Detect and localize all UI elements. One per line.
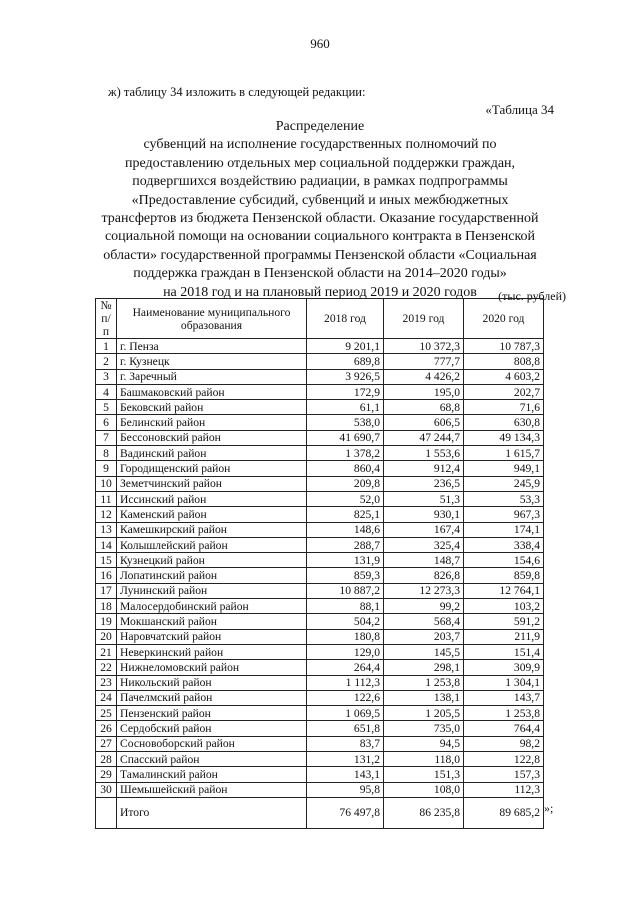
row-number: 1	[96, 339, 117, 354]
table-reference: «Таблица 34	[485, 102, 554, 117]
total-2018: 76 497,8	[307, 797, 384, 828]
table-row	[96, 476, 544, 491]
table-row	[96, 384, 544, 399]
row-number: 18	[96, 599, 117, 614]
municipality-name: Малосердобинский район	[117, 599, 307, 614]
municipality-name: Иссинский район	[117, 491, 307, 506]
value-2018: 504,2	[307, 614, 384, 629]
row-number: 25	[96, 706, 117, 721]
row-number: 11	[96, 491, 117, 506]
value-2019: 203,7	[384, 629, 464, 644]
value-2018: 148,6	[307, 522, 384, 537]
municipality-name: Сосновоборский район	[117, 736, 307, 751]
value-2018: 41 690,7	[307, 430, 384, 445]
table-row	[96, 522, 544, 537]
municipality-name: Мокшанский район	[117, 614, 307, 629]
value-2019: 826,8	[384, 568, 464, 583]
municipality-name: г. Пенза	[117, 339, 307, 354]
municipality-name: Спасский район	[117, 752, 307, 767]
closing-mark: »;	[544, 801, 554, 815]
value-2018: 1 069,5	[307, 706, 384, 721]
value-2019: 735,0	[384, 721, 464, 736]
table-row	[96, 614, 544, 629]
municipality-name: Городищенский район	[117, 461, 307, 476]
row-number: 5	[96, 400, 117, 415]
table-row	[96, 583, 544, 598]
municipality-name: Лунинский район	[117, 583, 307, 598]
header-number: № п/п	[96, 299, 117, 339]
table-row	[96, 507, 544, 522]
header-2020: 2020 год	[464, 299, 544, 339]
table-row	[96, 461, 544, 476]
row-number: 12	[96, 507, 117, 522]
value-2018: 122,6	[307, 690, 384, 705]
value-2018: 3 926,5	[307, 369, 384, 384]
value-2018: 860,4	[307, 461, 384, 476]
row-number: 13	[96, 522, 117, 537]
value-2018: 689,8	[307, 354, 384, 369]
row-number: 4	[96, 384, 117, 399]
value-2018: 83,7	[307, 736, 384, 751]
total-number	[96, 797, 117, 828]
value-2019: 138,1	[384, 690, 464, 705]
value-2019: 195,0	[384, 384, 464, 399]
value-2018: 859,3	[307, 568, 384, 583]
value-2020: 591,2	[464, 614, 544, 629]
municipality-name: г. Заречный	[117, 369, 307, 384]
value-2018: 61,1	[307, 400, 384, 415]
municipality-name: Пензенский район	[117, 706, 307, 721]
title-line: на 2018 год и на плановый период 2019 и 2020 годов	[163, 284, 477, 300]
value-2019: 912,4	[384, 461, 464, 476]
table-row	[96, 491, 544, 506]
table-row	[96, 369, 544, 384]
title-line: «Предоставление субсидий, субвенций и иных межбюджетных	[131, 192, 509, 208]
value-2018: 143,1	[307, 767, 384, 782]
value-2020: 98,2	[464, 736, 544, 751]
value-2018: 651,8	[307, 721, 384, 736]
value-2020: 10 787,3	[464, 339, 544, 354]
value-2020: 808,8	[464, 354, 544, 369]
row-number: 22	[96, 660, 117, 675]
value-2020: 630,8	[464, 415, 544, 430]
row-number: 16	[96, 568, 117, 583]
value-2020: 53,3	[464, 491, 544, 506]
table-row	[96, 736, 544, 751]
value-2020: 71,6	[464, 400, 544, 415]
value-2018: 131,9	[307, 553, 384, 568]
value-2019: 68,8	[384, 400, 464, 415]
municipality-name: г. Кузнецк	[117, 354, 307, 369]
value-2019: 108,0	[384, 782, 464, 797]
total-label: Итого	[117, 797, 307, 828]
row-number: 17	[96, 583, 117, 598]
total-row	[96, 797, 544, 828]
table-row	[96, 415, 544, 430]
value-2020: 12 764,1	[464, 583, 544, 598]
row-number: 9	[96, 461, 117, 476]
header-2019: 2019 год	[384, 299, 464, 339]
table-row	[96, 568, 544, 583]
value-2019: 12 273,3	[384, 583, 464, 598]
value-2018: 1 112,3	[307, 675, 384, 690]
title-line: субвенций на исполнение государственных полномочий по	[143, 137, 497, 153]
municipality-name: Неверкинский район	[117, 644, 307, 659]
value-2020: 1 615,7	[464, 446, 544, 461]
value-2020: 157,3	[464, 767, 544, 782]
municipality-name: Лопатинский район	[117, 568, 307, 583]
value-2018: 538,0	[307, 415, 384, 430]
value-2019: 145,5	[384, 644, 464, 659]
table-row	[96, 706, 544, 721]
value-2019: 568,4	[384, 614, 464, 629]
table-header-row	[96, 299, 544, 339]
value-2020: 1 304,1	[464, 675, 544, 690]
value-2019: 236,5	[384, 476, 464, 491]
row-number: 14	[96, 537, 117, 552]
value-2019: 930,1	[384, 507, 464, 522]
value-2020: 151,4	[464, 644, 544, 659]
municipality-name: Каменский район	[117, 507, 307, 522]
municipality-name: Земетчинский район	[117, 476, 307, 491]
row-number: 8	[96, 446, 117, 461]
table-row	[96, 644, 544, 659]
row-number: 28	[96, 752, 117, 767]
value-2018: 52,0	[307, 491, 384, 506]
value-2019: 777,7	[384, 354, 464, 369]
document-title	[66, 118, 574, 302]
value-2019: 4 426,2	[384, 369, 464, 384]
value-2018: 95,8	[307, 782, 384, 797]
row-number: 30	[96, 782, 117, 797]
table-row	[96, 537, 544, 552]
row-number: 29	[96, 767, 117, 782]
table-row	[96, 553, 544, 568]
value-2020: 122,8	[464, 752, 544, 767]
value-2020: 211,9	[464, 629, 544, 644]
value-2019: 94,5	[384, 736, 464, 751]
value-2018: 180,8	[307, 629, 384, 644]
municipality-name: Вадинский район	[117, 446, 307, 461]
value-2019: 1 553,6	[384, 446, 464, 461]
value-2018: 264,4	[307, 660, 384, 675]
value-2018: 825,1	[307, 507, 384, 522]
table-row	[96, 400, 544, 415]
intro-line: ж) таблицу 34 изложить в следующей редакции:	[108, 85, 366, 99]
value-2020: 967,3	[464, 507, 544, 522]
table-row	[96, 767, 544, 782]
value-2020: 764,4	[464, 721, 544, 736]
value-2019: 10 372,3	[384, 339, 464, 354]
municipality-name: Нижнеломовский район	[117, 660, 307, 675]
value-2018: 131,2	[307, 752, 384, 767]
municipality-name: Бековский район	[117, 400, 307, 415]
value-2020: 245,9	[464, 476, 544, 491]
title-line: предоставлению отдельных мер социальной поддержки граждан,	[124, 155, 516, 171]
row-number: 21	[96, 644, 117, 659]
table-row	[96, 660, 544, 675]
value-2019: 1 253,8	[384, 675, 464, 690]
value-2020: 103,2	[464, 599, 544, 614]
municipality-name: Наровчатский район	[117, 629, 307, 644]
total-2019: 86 235,8	[384, 797, 464, 828]
table-row	[96, 430, 544, 445]
value-2019: 167,4	[384, 522, 464, 537]
value-2020: 1 253,8	[464, 706, 544, 721]
value-2020: 859,8	[464, 568, 544, 583]
municipality-name: Бессоновский район	[117, 430, 307, 445]
municipality-name: Пачелмский район	[117, 690, 307, 705]
municipality-name: Шемышейский район	[117, 782, 307, 797]
row-number: 15	[96, 553, 117, 568]
table-body	[96, 339, 544, 798]
municipality-name: Кузнецкий район	[117, 553, 307, 568]
value-2020: 143,7	[464, 690, 544, 705]
table-row	[96, 629, 544, 644]
value-2020: 154,6	[464, 553, 544, 568]
units-label: (тыс. рублей)	[498, 289, 566, 303]
value-2019: 148,7	[384, 553, 464, 568]
value-2020: 174,1	[464, 522, 544, 537]
value-2018: 88,1	[307, 599, 384, 614]
value-2019: 51,3	[384, 491, 464, 506]
value-2019: 298,1	[384, 660, 464, 675]
row-number: 19	[96, 614, 117, 629]
table-row	[96, 752, 544, 767]
municipality-name: Колышлейский район	[117, 537, 307, 552]
title-line: области» государственной программы Пензенской области «Социальная	[103, 247, 537, 263]
value-2018: 9 201,1	[307, 339, 384, 354]
value-2018: 172,9	[307, 384, 384, 399]
title-line: подвергшихся воздействию радиации, в рамках подпрограммы	[132, 174, 508, 190]
title-line: поддержка граждан в Пензенской области на 2014–2020 годы»	[133, 266, 507, 282]
value-2019: 606,5	[384, 415, 464, 430]
row-number: 26	[96, 721, 117, 736]
total-2020: 89 685,2	[464, 797, 544, 828]
title-line: Распределение	[275, 119, 365, 134]
value-2018: 129,0	[307, 644, 384, 659]
municipality-name: Никольский район	[117, 675, 307, 690]
table-row	[96, 782, 544, 797]
value-2018: 1 378,2	[307, 446, 384, 461]
subventions-table	[95, 298, 544, 829]
value-2018: 10 887,2	[307, 583, 384, 598]
table-row	[96, 721, 544, 736]
value-2020: 949,1	[464, 461, 544, 476]
table-row	[96, 675, 544, 690]
municipality-name: Тамалинский район	[117, 767, 307, 782]
value-2020: 202,7	[464, 384, 544, 399]
page-number: 960	[310, 36, 330, 51]
value-2019: 1 205,5	[384, 706, 464, 721]
value-2020: 49 134,3	[464, 430, 544, 445]
row-number: 20	[96, 629, 117, 644]
value-2018: 288,7	[307, 537, 384, 552]
value-2019: 99,2	[384, 599, 464, 614]
header-2018: 2018 год	[307, 299, 384, 339]
row-number: 7	[96, 430, 117, 445]
row-number: 3	[96, 369, 117, 384]
row-number: 2	[96, 354, 117, 369]
row-number: 24	[96, 690, 117, 705]
value-2019: 151,3	[384, 767, 464, 782]
table-row	[96, 446, 544, 461]
table-row	[96, 339, 544, 354]
municipality-name: Башмаковский район	[117, 384, 307, 399]
row-number: 10	[96, 476, 117, 491]
table-row	[96, 599, 544, 614]
row-number: 6	[96, 415, 117, 430]
value-2019: 118,0	[384, 752, 464, 767]
header-municipality: Наименование муниципального образования	[117, 299, 307, 339]
value-2020: 309,9	[464, 660, 544, 675]
municipality-name: Сердобский район	[117, 721, 307, 736]
title-line: трансфертов из бюджета Пензенской области. Оказание государственной	[101, 211, 539, 227]
table-row	[96, 354, 544, 369]
municipality-name: Камешкирский район	[117, 522, 307, 537]
value-2020: 338,4	[464, 537, 544, 552]
value-2020: 4 603,2	[464, 369, 544, 384]
row-number: 27	[96, 736, 117, 751]
value-2019: 47 244,7	[384, 430, 464, 445]
value-2019: 325,4	[384, 537, 464, 552]
row-number: 23	[96, 675, 117, 690]
title-line: социальной помощи на основании социального контракта в Пензенской	[104, 229, 536, 245]
value-2018: 209,8	[307, 476, 384, 491]
table-row	[96, 690, 544, 705]
value-2020: 112,3	[464, 782, 544, 797]
municipality-name: Белинский район	[117, 415, 307, 430]
